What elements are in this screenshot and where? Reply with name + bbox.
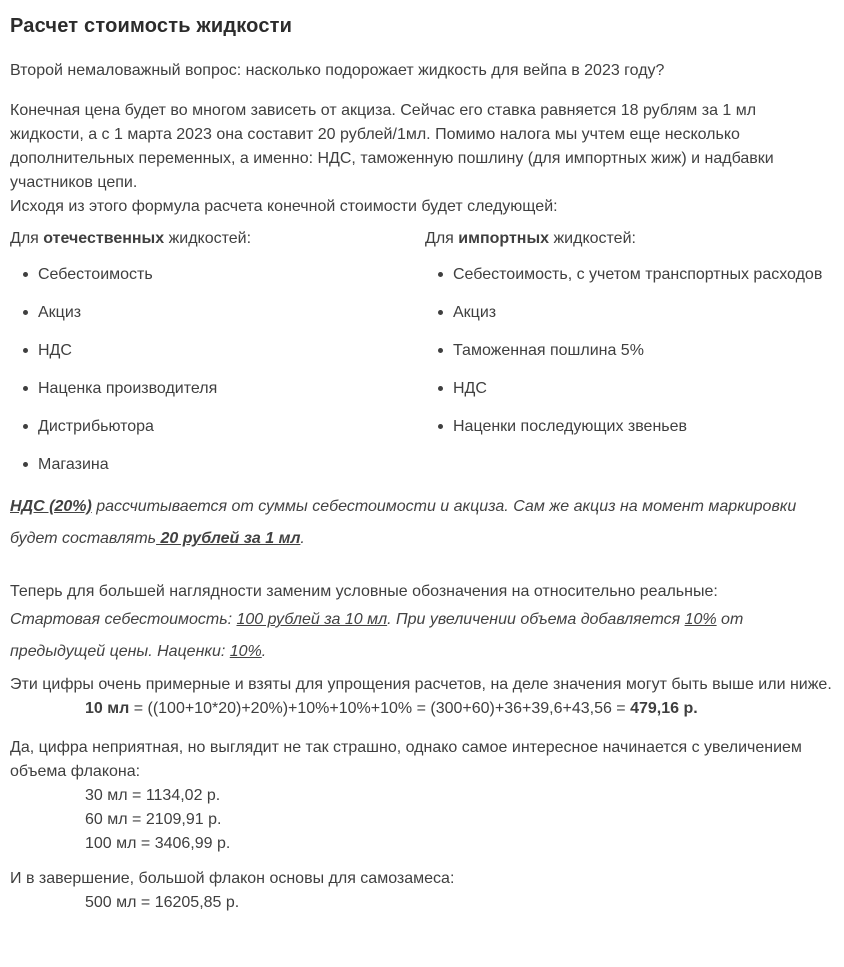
imported-column-heading: [425, 227, 834, 251]
domestic-list: [10, 263, 425, 477]
start-cost-note: [10, 604, 834, 668]
formula-expression: = ((100+10*20)+20%)+10%+10%+10% = (300+60)+36+39,6+43,56 =: [129, 700, 631, 717]
liquid-type-columns: [10, 227, 834, 491]
intro-details: [10, 99, 834, 219]
nds-note-text: рассчитывается от суммы себестоимости и акциза. Сам же акциз на момент маркировки будет составлять: [10, 498, 797, 547]
start-cost-u2: 10%: [684, 611, 717, 628]
list-item: НДС: [10, 339, 425, 363]
price-500ml: 500 мл = 16205,85 р.: [85, 894, 240, 911]
formula-volume: 10 мл: [85, 700, 130, 717]
final-note: И в завершение, большой флакон основы для самозамеса:: [10, 870, 455, 887]
formula-result: 479,16 р.: [630, 700, 698, 717]
price-30ml: 30 мл = 1134,02 р.: [85, 787, 221, 804]
list-item: Дистрибьютора: [10, 415, 425, 439]
list-item: Акциз: [425, 301, 834, 325]
imported-heading-suffix: жидкостей:: [549, 230, 636, 247]
domestic-heading-suffix: жидкостей:: [164, 230, 252, 247]
price-100ml: 100 мл = 3406,99 р.: [85, 835, 231, 852]
start-cost-u1: 100 рублей за 10 мл: [236, 611, 388, 628]
imported-list: [425, 263, 834, 439]
list-item: Наценки последующих звеньев: [425, 415, 834, 439]
increase-note: Да, цифра неприятная, но выглядит не так страшно, однако самое интересное начинается с увеличением объема флакона:: [10, 739, 802, 780]
nds-note-highlight: НДС (20%): [10, 498, 92, 515]
list-item: Акциз: [10, 301, 425, 325]
start-cost-t3: от предыдущей цены. Наценки:: [10, 611, 744, 660]
start-cost-t4: .: [261, 643, 267, 660]
nds-note: [10, 491, 834, 555]
start-cost-t2: . При увеличении объема добавляется: [387, 611, 685, 628]
start-cost-t1: Стартовая себестоимость:: [10, 611, 237, 628]
domestic-heading-bold: отечественных: [43, 230, 165, 247]
approx-note: Эти цифры очень примерные и взяты для упрощения расчетов, на деле значения могут быть выше или ниже.: [10, 676, 832, 693]
price-60ml: 60 мл = 2109,91 р.: [85, 811, 222, 828]
list-item: Магазина: [10, 453, 425, 477]
domestic-column-heading: [10, 227, 425, 251]
imported-heading-bold: импортных: [458, 230, 550, 247]
intro-details-text: Конечная цена будет во многом зависеть от акциза. Сейчас его ставка равняется 18 рублям за 1 мл жидкости, а с 1 марта 2023 она составит 20 рублей/1мл. Помимо налога мы учтем еще несколько дополнительных переменных, а именно: НДС, таможенную пошлину (для импортных жиж) и надбавки участников цепи.: [10, 102, 774, 191]
replace-note: Теперь для большей наглядности заменим условные обозначения на относительно реальные:: [10, 583, 718, 600]
list-item: Себестоимость, с учетом транспортных расходов: [425, 263, 834, 287]
nds-note-rate: 20 рублей за 1 мл: [156, 530, 301, 547]
imported-heading-prefix: Для: [425, 230, 459, 247]
imported-column: [425, 227, 834, 491]
domestic-heading-prefix: Для: [10, 230, 44, 247]
intro-question: Второй немаловажный вопрос: насколько подорожает жидкость для вейпа в 2023 году?: [10, 62, 665, 79]
start-cost-u3: 10%: [229, 643, 262, 660]
page-title: Расчет стоимость жидкости: [10, 15, 293, 37]
list-item: НДС: [425, 377, 834, 401]
list-item: Себестоимость: [10, 263, 425, 287]
list-item: Наценка производителя: [10, 377, 425, 401]
intro-formula-lead: Исходя из этого формула расчета конечной стоимости будет следующей:: [10, 198, 558, 215]
domestic-column: [10, 227, 425, 491]
formula-line: [10, 697, 834, 721]
list-item: Таможенная пошлина 5%: [425, 339, 834, 363]
nds-note-period: .: [300, 530, 305, 547]
